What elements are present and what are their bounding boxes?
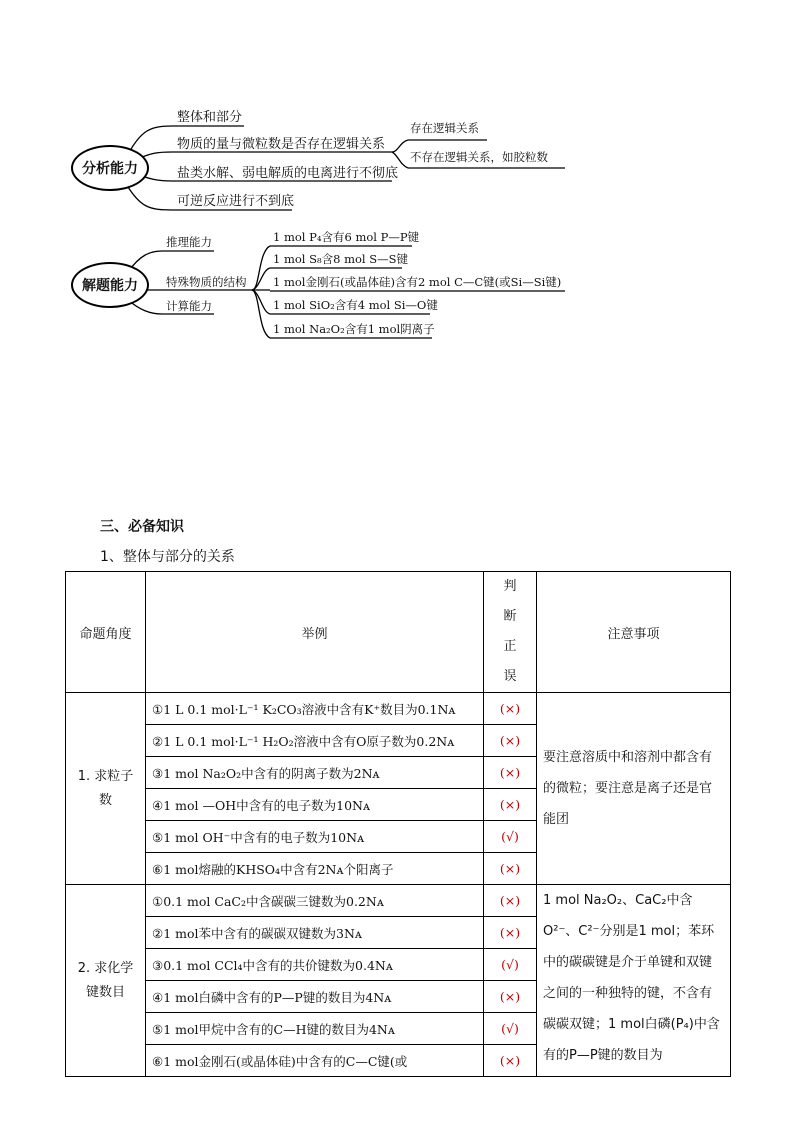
- judge-cell: (×): [484, 853, 537, 885]
- example-cell: ③0.1 mol CCl₄中含有的共价键数为0.4Nᴀ: [146, 949, 484, 981]
- mindmap1-branch-reversible: 可逆反应进行不到底: [177, 194, 295, 209]
- example-cell: ②1 L 0.1 mol·L⁻¹ H₂O₂溶液中含有O原子数为0.2Nᴀ: [146, 725, 484, 757]
- mindmap2-branch-structure: 特殊物质的结构: [166, 275, 247, 289]
- example-cell: ⑥1 mol熔融的KHSO₄中含有2Nᴀ个阳离子: [146, 853, 484, 885]
- judge-cell: (√): [484, 949, 537, 981]
- mindmap1-sub-logic-no: 不存在逻辑关系，如胶粒数: [410, 150, 548, 164]
- mindmap2-center: 解题能力: [71, 262, 149, 308]
- judge-cell: (×): [484, 1045, 537, 1077]
- example-cell: ⑥1 mol金刚石(或晶体硅)中含有的C—C键(或: [146, 1045, 484, 1077]
- judge-cell: (×): [484, 725, 537, 757]
- mindmap1-branch-logic: 物质的量与微粒数是否存在逻辑关系: [177, 137, 386, 152]
- note-particles: 要注意溶质中和溶剂中都含有的微粒；要注意是离子还是官能团: [537, 693, 731, 885]
- judge-cell: (√): [484, 821, 537, 853]
- mindmap1-branch-hydrolysis: 盐类水解、弱电解质的电离进行不彻底: [177, 166, 399, 181]
- table-row: [66, 693, 731, 725]
- example-cell: ③1 mol Na₂O₂中含有的阴离子数为2Nᴀ: [146, 757, 484, 789]
- mindmap2-branch-calculation: 计算能力: [166, 299, 212, 313]
- mindmap1-sub-logic-yes: 存在逻辑关系: [410, 121, 479, 135]
- example-cell: ①1 L 0.1 mol·L⁻¹ K₂CO₃溶液中含有K⁺数目为0.1Nᴀ: [146, 693, 484, 725]
- note-bonds: 1 mol Na₂O₂、CaC₂中含O²⁻、C²⁻分别是1 mol；苯环中的碳碳键是介于单键和双键之间的一种独特的键，不含有碳碳双键；1 mol白磷(P₄)中含有的P—P键的数目为: [537, 885, 731, 1077]
- header-notes: 注意事项: [537, 572, 731, 693]
- mindmap2-sub-s8: 1 mol S₈含8 mol S—S键: [273, 252, 409, 266]
- section-title: 三、必备知识: [100, 519, 184, 535]
- mindmap2-sub-p4: 1 mol P₄含有6 mol P—P键: [273, 230, 420, 244]
- judge-cell: (×): [484, 757, 537, 789]
- judge-cell: (×): [484, 789, 537, 821]
- mindmap1-center: 分析能力: [71, 145, 149, 191]
- example-cell: ④1 mol —OH中含有的电子数为10Nᴀ: [146, 789, 484, 821]
- mindmap1-branch-whole-part: 整体和部分: [177, 110, 243, 125]
- judge-cell: (×): [484, 917, 537, 949]
- table-row: [66, 885, 731, 917]
- example-cell: ⑤1 mol甲烷中含有的C—H键的数目为4Nᴀ: [146, 1013, 484, 1045]
- section-subtitle: 1、整体与部分的关系: [100, 549, 235, 565]
- knowledge-table: [65, 571, 731, 1077]
- category-bonds: 2. 求化学键数目: [66, 885, 146, 1077]
- judge-cell: (√): [484, 1013, 537, 1045]
- header-angle: 命题角度: [66, 572, 146, 693]
- example-cell: ①0.1 mol CaC₂中含碳碳三键数为0.2Nᴀ: [146, 885, 484, 917]
- example-cell: ②1 mol苯中含有的碳碳双键数为3Nᴀ: [146, 917, 484, 949]
- mindmap2-sub-sio2: 1 mol SiO₂含有4 mol Si—O键: [273, 298, 438, 312]
- judge-cell: (×): [484, 693, 537, 725]
- mindmap-connectors: [0, 0, 794, 400]
- table-header-row: [66, 572, 731, 693]
- mindmap2-sub-diamond: 1 mol金刚石(或晶体硅)含有2 mol C—C键(或Si—Si键): [273, 275, 562, 289]
- category-particles: 1. 求粒子数: [66, 693, 146, 885]
- header-example: 举例: [146, 572, 484, 693]
- judge-cell: (×): [484, 885, 537, 917]
- example-cell: ④1 mol白磷中含有的P—P键的数目为4Nᴀ: [146, 981, 484, 1013]
- header-judge: 判断正误: [484, 572, 537, 693]
- example-cell: ⑤1 mol OH⁻中含有的电子数为10Nᴀ: [146, 821, 484, 853]
- mindmap2-branch-reasoning: 推理能力: [166, 235, 212, 249]
- mindmap2-sub-na2o2: 1 mol Na₂O₂含有1 mol阴离子: [273, 322, 435, 336]
- judge-cell: (×): [484, 981, 537, 1013]
